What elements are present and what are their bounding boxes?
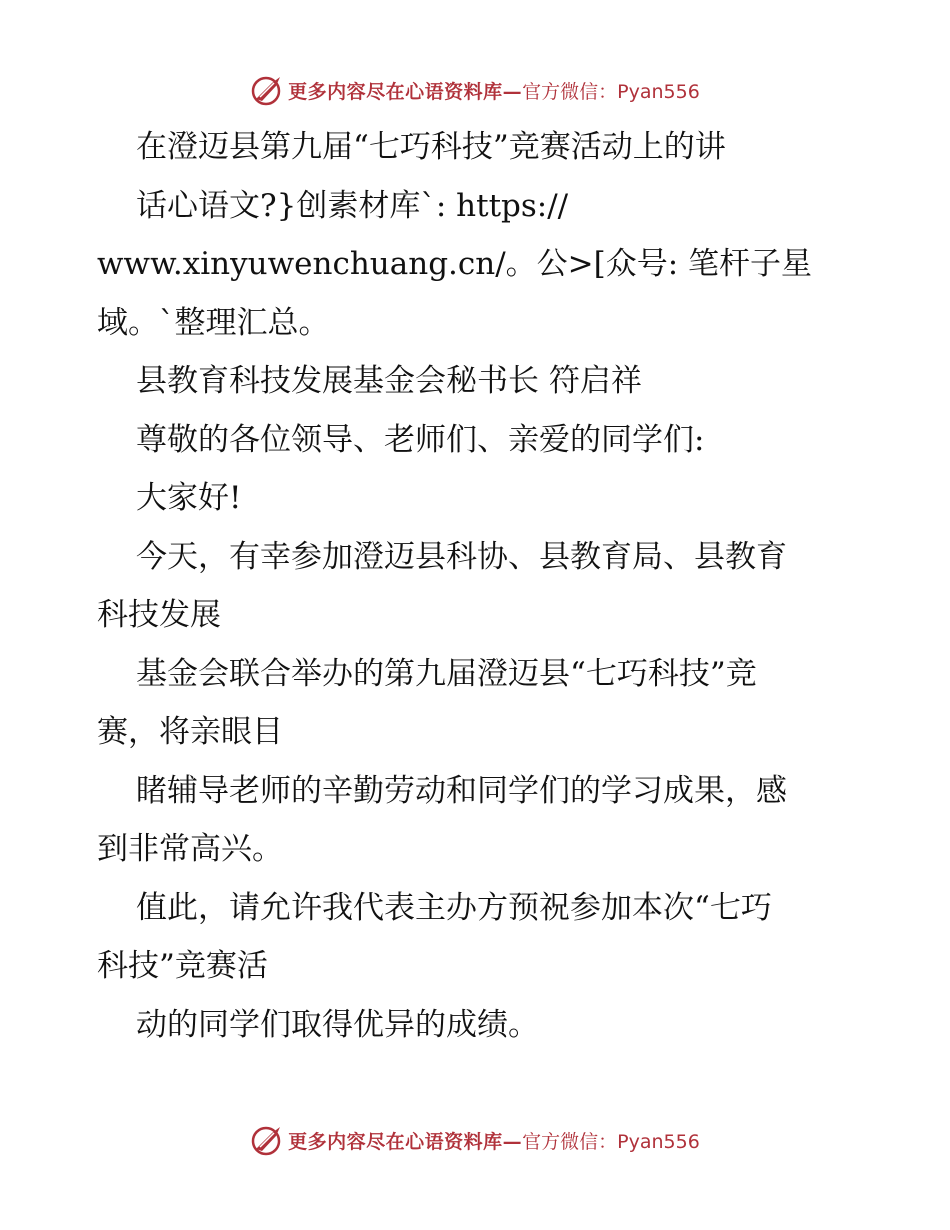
text-line: 动的同学们取得优异的成绩。 <box>136 1006 539 1043</box>
banner-wechat-text: 官方微信：Pyan556 <box>522 80 700 103</box>
banner-main-text: 更多内容尽在心语资料库— <box>288 80 523 103</box>
text-line: 到非常高兴。 <box>97 831 283 867</box>
text-line: 域。`整理汇总。 <box>97 304 330 341</box>
text-line: www.xinyuwenchuang.cn/。公>[众号: 笔杆子星 <box>97 246 813 282</box>
footer-banner <box>0 1120 950 1160</box>
text-line: 今天，有幸参加澄迈县科协、县教育局、县教育 <box>136 538 787 575</box>
banner-main-text: 更多内容尽在心语资料库— <box>288 1130 523 1153</box>
header-banner <box>0 70 950 110</box>
red-quill-logo-icon <box>250 73 284 107</box>
text-line: 睹辅导老师的辛勤劳动和同学们的学习成果，感 <box>136 772 787 809</box>
text-line: 尊敬的各位领导、老师们、亲爱的同学们: <box>136 421 705 458</box>
text-line: 在澄迈县第九届“七巧科技”竞赛活动上的讲 <box>136 129 726 165</box>
banner-wechat-text: 官方微信：Pyan556 <box>522 1130 700 1153</box>
text-line: 赛，将亲眼目 <box>97 714 283 750</box>
text-line: 科技”竞赛活 <box>97 948 268 984</box>
text-line: 县教育科技发展基金会秘书长 符启祥 <box>136 363 642 399</box>
text-line: 值此，请允许我代表主办方预祝参加本次“七巧 <box>136 889 772 926</box>
document-body <box>97 118 867 1054</box>
text-line: 话心语文?}创素材库`: https:// <box>136 187 569 224</box>
text-line: 大家好! <box>136 480 242 516</box>
text-line: 基金会联合举办的第九届澄迈县“七巧科技”竞 <box>136 655 757 692</box>
red-quill-logo-icon <box>250 1123 284 1157</box>
text-line: 科技发展 <box>97 597 221 633</box>
